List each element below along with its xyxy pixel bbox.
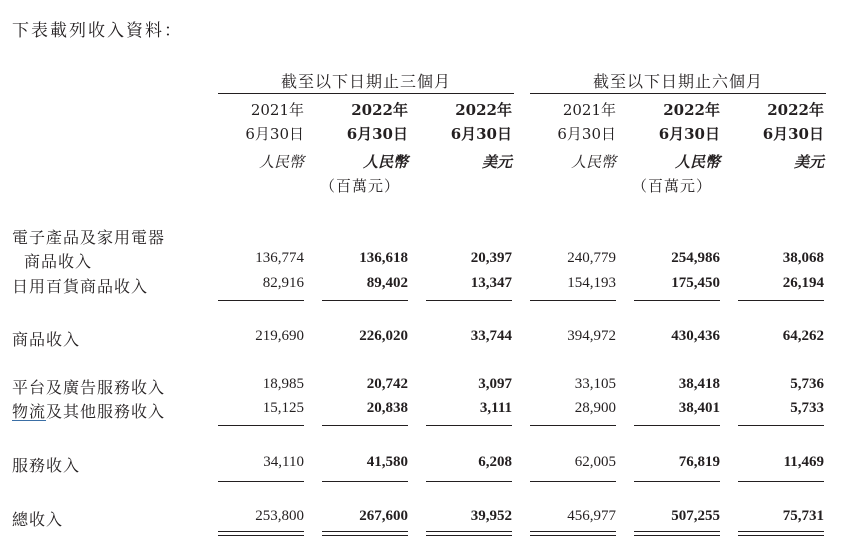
subtotal-rule <box>218 425 304 426</box>
col4-year: 2021年 <box>562 101 616 119</box>
cell-logistics-c5: 38,401 <box>678 400 720 416</box>
cell-logistics-c6: 5,733 <box>790 400 824 416</box>
group-underline-three-months <box>218 93 514 94</box>
total-double-rule <box>634 535 720 536</box>
cell-total-c4: 456,977 <box>567 508 616 524</box>
row-label-general-merchandise: 日用百貨商品收入 <box>12 277 149 296</box>
col2-year: 2022年 <box>351 101 408 119</box>
group-underline-six-months <box>530 93 826 94</box>
total-double-rule <box>738 531 824 532</box>
total-double-rule <box>530 535 616 536</box>
cell-general-c4: 154,193 <box>567 275 616 291</box>
subtotal-rule <box>218 300 304 301</box>
cell-service-c4: 62,005 <box>574 454 616 470</box>
total-double-rule <box>530 531 616 532</box>
cell-platform-c1: 18,985 <box>262 376 304 392</box>
col6-date: 6月30日 <box>762 125 824 143</box>
row-label-product-revenue: 商品收入 <box>12 330 81 349</box>
cell-electronics-c2: 136,618 <box>359 250 408 266</box>
cell-general-c2: 89,402 <box>366 275 408 291</box>
col5-year: 2022年 <box>663 101 720 119</box>
subtotal-rule <box>634 481 720 482</box>
col2-unit: （百萬元） <box>319 177 400 195</box>
cell-electronics-c4: 240,779 <box>567 250 616 266</box>
subtotal-rule <box>634 300 720 301</box>
col3-year: 2022年 <box>455 101 512 119</box>
cell-general-c1: 82,916 <box>262 275 304 291</box>
col5-unit: （百萬元） <box>631 177 712 195</box>
total-double-rule <box>322 531 408 532</box>
subtotal-rule <box>218 481 304 482</box>
cell-service-c2: 41,580 <box>366 454 408 470</box>
col4-date: 6月30日 <box>557 125 616 143</box>
cell-electronics-c6: 38,068 <box>782 250 824 266</box>
row-label-platform-ads: 平台及廣告服務收入 <box>12 378 166 397</box>
subtotal-rule <box>322 425 408 426</box>
cell-service-c1: 34,110 <box>263 454 304 470</box>
cell-product-c2: 226,020 <box>359 328 408 344</box>
row-label-logistics <box>12 399 165 422</box>
cell-platform-c5: 38,418 <box>678 376 720 392</box>
intro-text: 下表載列收入資料： <box>12 21 183 41</box>
total-double-rule <box>634 531 720 532</box>
cell-electronics-c1: 136,774 <box>255 250 304 266</box>
cell-product-c4: 394,972 <box>567 328 616 344</box>
cell-total-c2: 267,600 <box>359 508 408 524</box>
cell-general-c3: 13,347 <box>470 275 512 291</box>
subtotal-rule <box>634 425 720 426</box>
total-double-rule <box>218 531 304 532</box>
row-label-electronics-cont: 商品收入 <box>24 252 93 271</box>
cell-product-c3: 33,744 <box>470 328 512 344</box>
group-header-three-months: 截至以下日期止三個月 <box>280 72 451 91</box>
subtotal-rule <box>322 300 408 301</box>
col1-date: 6月30日 <box>245 125 304 143</box>
cell-service-c5: 76,819 <box>678 454 720 470</box>
col4-currency: 人民幣 <box>570 153 616 171</box>
col5-currency: 人民幣 <box>674 153 720 171</box>
subtotal-rule <box>530 481 616 482</box>
group-header-six-months: 截至以下日期止六個月 <box>592 72 763 91</box>
subtotal-rule <box>530 425 616 426</box>
cell-electronics-c5: 254,986 <box>671 250 720 266</box>
cell-product-c1: 219,690 <box>255 328 304 344</box>
col3-currency: 美元 <box>481 153 512 171</box>
cell-platform-c2: 20,742 <box>366 376 408 392</box>
cell-logistics-c2: 20,838 <box>366 400 408 416</box>
cell-logistics-c1: 15,125 <box>262 400 304 416</box>
col6-currency: 美元 <box>793 153 824 171</box>
total-double-rule <box>426 531 512 532</box>
cell-platform-c6: 5,736 <box>790 376 824 392</box>
cell-total-c3: 39,952 <box>470 508 512 524</box>
cell-product-c6: 64,262 <box>782 328 824 344</box>
col5-date: 6月30日 <box>658 125 720 143</box>
total-double-rule <box>738 535 824 536</box>
cell-total-c6: 75,731 <box>782 508 824 524</box>
row-label-service-revenue: 服務收入 <box>12 456 81 475</box>
subtotal-rule <box>426 300 512 301</box>
subtotal-rule <box>530 300 616 301</box>
cell-total-c5: 507,255 <box>671 508 720 524</box>
cell-logistics-c4: 28,900 <box>574 400 616 416</box>
row-label-logistics-underlined: 物流 <box>12 402 47 421</box>
total-double-rule <box>426 535 512 536</box>
cell-service-c3: 6,208 <box>478 454 512 470</box>
cell-service-c6: 11,469 <box>783 454 824 470</box>
col2-date: 6月30日 <box>346 125 408 143</box>
subtotal-rule <box>426 481 512 482</box>
row-label-logistics-rest: 及其他服務收入 <box>46 402 166 421</box>
col3-date: 6月30日 <box>450 125 512 143</box>
row-label-total-revenue: 總收入 <box>12 510 64 529</box>
cell-electronics-c3: 20,397 <box>470 250 512 266</box>
col6-year: 2022年 <box>767 101 824 119</box>
cell-total-c1: 253,800 <box>255 508 304 524</box>
col2-currency: 人民幣 <box>362 153 408 171</box>
cell-platform-c3: 3,097 <box>478 376 512 392</box>
cell-general-c6: 26,194 <box>782 275 824 291</box>
total-double-rule <box>322 535 408 536</box>
total-double-rule <box>218 535 304 536</box>
subtotal-rule <box>426 425 512 426</box>
cell-platform-c4: 33,105 <box>574 376 616 392</box>
col1-year: 2021年 <box>250 101 304 119</box>
subtotal-rule <box>738 481 824 482</box>
col1-currency: 人民幣 <box>258 153 304 171</box>
cell-product-c5: 430,436 <box>671 328 720 344</box>
subtotal-rule <box>322 481 408 482</box>
subtotal-rule <box>738 425 824 426</box>
cell-general-c5: 175,450 <box>671 275 720 291</box>
cell-logistics-c3: 3,111 <box>479 400 512 416</box>
row-label-electronics: 電子產品及家用電器 <box>12 228 166 247</box>
subtotal-rule <box>738 300 824 301</box>
